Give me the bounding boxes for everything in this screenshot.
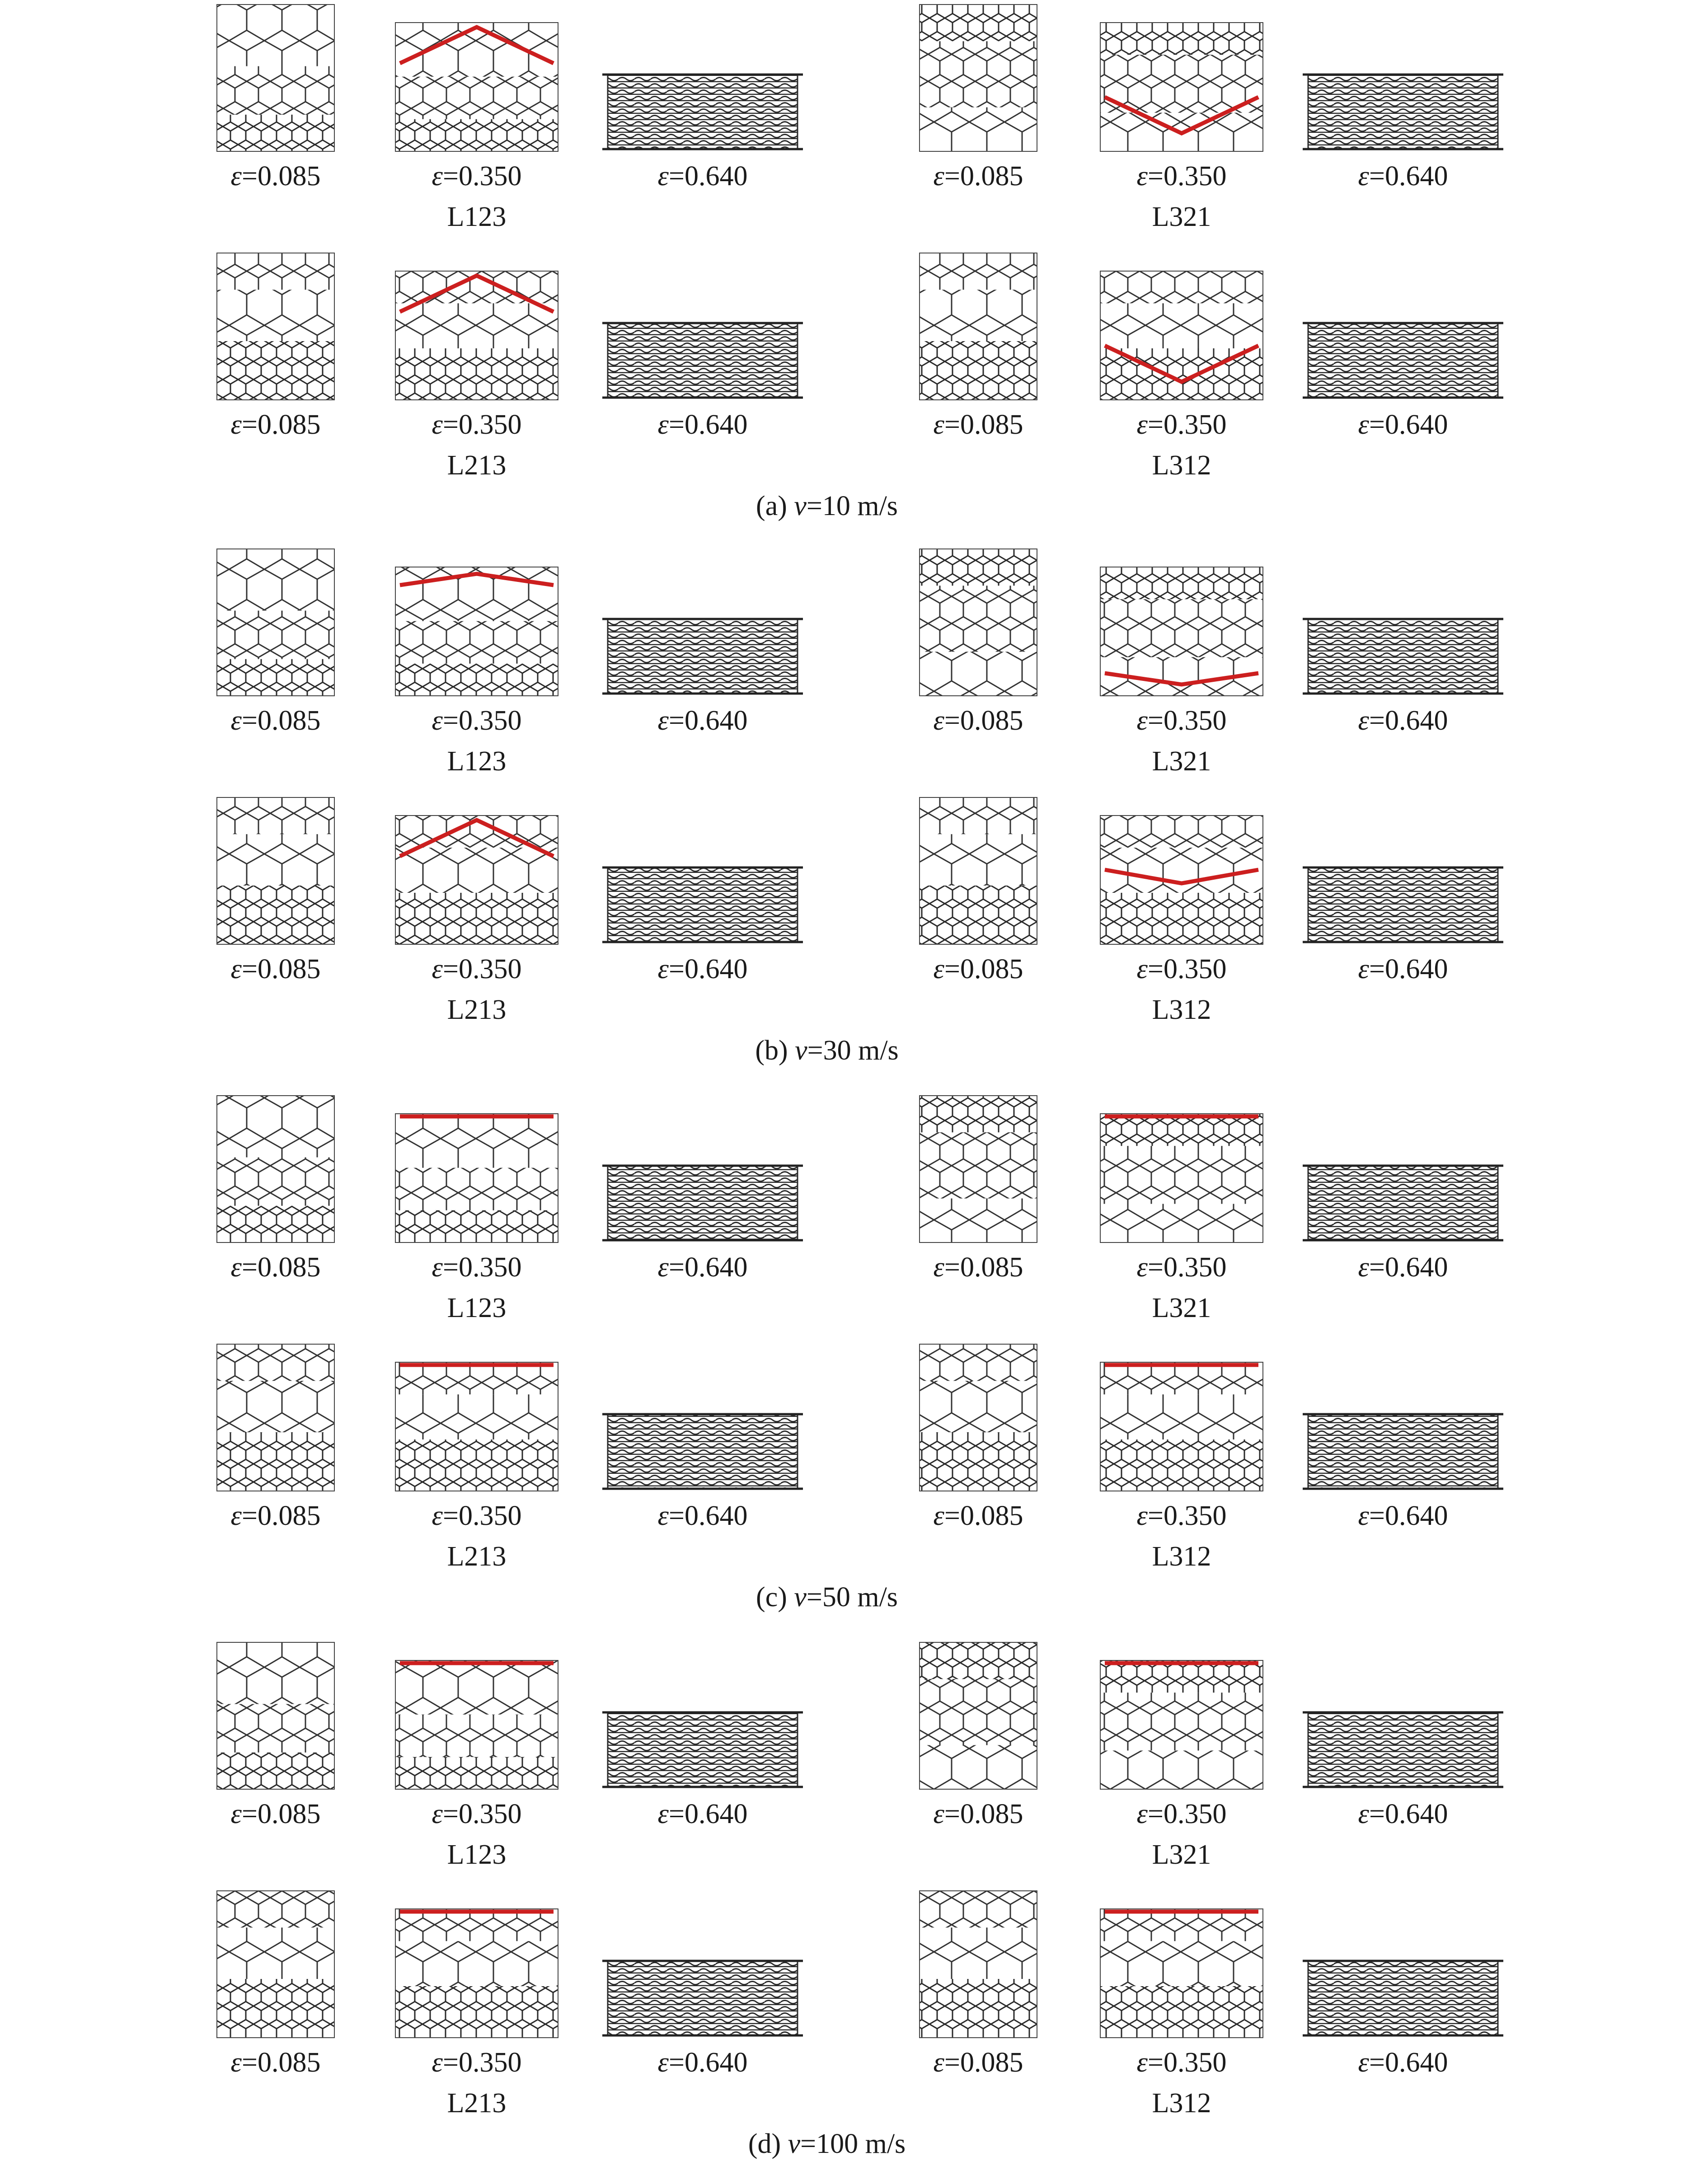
strain-label-L321-0: ε=0.085 <box>933 1799 1023 1829</box>
panel-L213 <box>217 1891 803 2119</box>
strain-label-L321-0: ε=0.085 <box>933 1252 1023 1283</box>
lattice-L123-stage-0 <box>217 1096 334 1242</box>
lattice-L312-stage-2 <box>1303 1414 1503 1489</box>
lattice-L213-stage-1 <box>395 271 558 400</box>
lattice-L312-stage-1 <box>1100 1909 1263 2038</box>
figure-sections <box>217 5 1503 2159</box>
lattice-L312-stage-0 <box>920 253 1037 400</box>
lattice-L213-stage-2 <box>602 323 803 398</box>
lattice-L321-stage-2 <box>1303 619 1503 694</box>
config-label: L213 <box>447 450 507 481</box>
panel-L321 <box>920 549 1503 777</box>
section-caption: (a) v=10 m/s <box>756 491 898 521</box>
lattice-L213-stage-0 <box>217 1891 334 2038</box>
lattice-L123-stage-0 <box>217 5 334 151</box>
config-label: L312 <box>1152 450 1211 481</box>
panel-L321 <box>920 1642 1503 1870</box>
panel-L123 <box>217 5 803 232</box>
lattice-L213-stage-1 <box>395 1909 558 2038</box>
lattice-L312-stage-0 <box>920 797 1037 944</box>
lattice-L321-stage-0 <box>920 1642 1037 1789</box>
lattice-L213-stage-2 <box>602 1414 803 1489</box>
strain-label-L213-2: ε=0.640 <box>657 1500 748 1531</box>
strain-label-L123-1: ε=0.350 <box>432 1799 522 1829</box>
lattice-L321-stage-2 <box>1303 1712 1503 1787</box>
strain-label-L123-0: ε=0.085 <box>230 1799 321 1829</box>
lattice-L321-stage-0 <box>920 549 1037 696</box>
panel-L321 <box>920 1096 1503 1323</box>
config-label: L213 <box>447 1541 507 1572</box>
panel-L123 <box>217 549 803 777</box>
strain-label-L213-2: ε=0.640 <box>657 409 748 440</box>
lattice-L123-stage-1 <box>395 1660 558 1789</box>
strain-label-L312-1: ε=0.350 <box>1136 2047 1227 2078</box>
lattice-L123-stage-2 <box>602 1166 803 1240</box>
strain-label-L123-1: ε=0.350 <box>432 705 522 736</box>
strain-label-L321-1: ε=0.350 <box>1136 1799 1227 1829</box>
lattice-L123-stage-1 <box>395 23 558 151</box>
panel-L213 <box>217 797 803 1025</box>
panel-L321 <box>920 5 1503 232</box>
lattice-L123-stage-0 <box>217 1642 334 1789</box>
panel-L123 <box>217 1642 803 1870</box>
strain-label-L213-0: ε=0.085 <box>230 1500 321 1531</box>
strain-label-L123-0: ε=0.085 <box>230 705 321 736</box>
panel-L312 <box>920 253 1503 481</box>
strain-label-L123-1: ε=0.350 <box>432 161 522 192</box>
section-caption: (b) v=30 m/s <box>755 1035 899 1066</box>
config-label: L123 <box>447 1839 507 1870</box>
strain-label-L321-0: ε=0.085 <box>933 705 1023 736</box>
strain-label-L321-1: ε=0.350 <box>1136 1252 1227 1283</box>
config-label: L321 <box>1152 1839 1211 1870</box>
config-label: L123 <box>447 202 507 232</box>
strain-label-L213-1: ε=0.350 <box>432 1500 522 1531</box>
lattice-L213-stage-1 <box>395 1362 558 1491</box>
lattice-L213-stage-1 <box>395 816 558 944</box>
strain-label-L321-2: ε=0.640 <box>1358 705 1448 736</box>
strain-label-L123-0: ε=0.085 <box>230 161 321 192</box>
strain-label-L123-2: ε=0.640 <box>657 1799 748 1829</box>
strain-label-L312-1: ε=0.350 <box>1136 409 1227 440</box>
strain-label-L312-2: ε=0.640 <box>1358 954 1448 985</box>
lattice-L213-stage-2 <box>602 1961 803 2035</box>
panel-L123 <box>217 1096 803 1323</box>
strain-label-L312-2: ε=0.640 <box>1358 2047 1448 2078</box>
strain-label-L213-1: ε=0.350 <box>432 954 522 985</box>
strain-label-L213-0: ε=0.085 <box>230 2047 321 2078</box>
lattice-L123-stage-2 <box>602 1712 803 1787</box>
config-label: L312 <box>1152 994 1211 1025</box>
strain-label-L321-2: ε=0.640 <box>1358 1799 1448 1829</box>
lattice-L321-stage-0 <box>920 5 1037 151</box>
panel-L213 <box>217 253 803 481</box>
lattice-L312-stage-2 <box>1303 1961 1503 2035</box>
panel-L213 <box>217 1344 803 1572</box>
config-label: L213 <box>447 2088 507 2119</box>
lattice-L123-stage-2 <box>602 75 803 149</box>
strain-label-L312-2: ε=0.640 <box>1358 409 1448 440</box>
lattice-L321-stage-1 <box>1100 1114 1263 1242</box>
section-3 <box>217 1642 1503 2159</box>
strain-label-L312-0: ε=0.085 <box>933 1500 1023 1531</box>
config-label: L213 <box>447 994 507 1025</box>
strain-label-L213-1: ε=0.350 <box>432 409 522 440</box>
strain-label-L213-0: ε=0.085 <box>230 409 321 440</box>
panel-L312 <box>920 1891 1503 2119</box>
section-1 <box>217 549 1503 1066</box>
strain-label-L321-2: ε=0.640 <box>1358 1252 1448 1283</box>
strain-label-L213-2: ε=0.640 <box>657 954 748 985</box>
config-label: L321 <box>1152 746 1211 777</box>
config-label: L321 <box>1152 1293 1211 1323</box>
config-label: L312 <box>1152 1541 1211 1572</box>
config-label: L312 <box>1152 2088 1211 2119</box>
lattice-L312-stage-1 <box>1100 816 1263 944</box>
lattice-L213-stage-2 <box>602 867 803 942</box>
config-label: L123 <box>447 1293 507 1323</box>
lattice-L321-stage-2 <box>1303 1166 1503 1240</box>
strain-label-L312-1: ε=0.350 <box>1136 954 1227 985</box>
lattice-L312-stage-0 <box>920 1891 1037 2038</box>
lattice-L321-stage-0 <box>920 1096 1037 1242</box>
section-2 <box>217 1096 1503 1613</box>
section-0 <box>217 5 1503 521</box>
lattice-L312-stage-0 <box>920 1344 1037 1491</box>
lattice-L312-stage-2 <box>1303 323 1503 398</box>
strain-label-L312-2: ε=0.640 <box>1358 1500 1448 1531</box>
strain-label-L312-1: ε=0.350 <box>1136 1500 1227 1531</box>
strain-label-L312-0: ε=0.085 <box>933 954 1023 985</box>
panel-L312 <box>920 1344 1503 1572</box>
lattice-L321-stage-1 <box>1100 1660 1263 1789</box>
strain-label-L123-0: ε=0.085 <box>230 1252 321 1283</box>
lattice-L213-stage-0 <box>217 1344 334 1491</box>
lattice-L123-stage-2 <box>602 619 803 694</box>
lattice-L123-stage-1 <box>395 567 558 696</box>
panel-L312 <box>920 797 1503 1025</box>
strain-label-L321-1: ε=0.350 <box>1136 705 1227 736</box>
lattice-L312-stage-2 <box>1303 867 1503 942</box>
strain-label-L213-0: ε=0.085 <box>230 954 321 985</box>
lattice-L321-stage-2 <box>1303 75 1503 149</box>
strain-label-L123-2: ε=0.640 <box>657 161 748 192</box>
config-label: L321 <box>1152 202 1211 232</box>
strain-label-L213-2: ε=0.640 <box>657 2047 748 2078</box>
lattice-L213-stage-0 <box>217 797 334 944</box>
strain-label-L213-1: ε=0.350 <box>432 2047 522 2078</box>
section-caption: (d) v=100 m/s <box>748 2128 906 2159</box>
section-caption: (c) v=50 m/s <box>756 1582 898 1613</box>
config-label: L123 <box>447 746 507 777</box>
strain-label-L321-0: ε=0.085 <box>933 161 1023 192</box>
strain-label-L312-0: ε=0.085 <box>933 409 1023 440</box>
lattice-L123-stage-1 <box>395 1114 558 1242</box>
lattice-L123-stage-0 <box>217 549 334 696</box>
lattice-L213-stage-0 <box>217 253 334 400</box>
strain-label-L312-0: ε=0.085 <box>933 2047 1023 2078</box>
strain-label-L321-1: ε=0.350 <box>1136 161 1227 192</box>
strain-label-L123-2: ε=0.640 <box>657 1252 748 1283</box>
strain-label-L321-2: ε=0.640 <box>1358 161 1448 192</box>
strain-label-L123-1: ε=0.350 <box>432 1252 522 1283</box>
strain-label-L123-2: ε=0.640 <box>657 705 748 736</box>
lattice-L312-stage-1 <box>1100 1362 1263 1491</box>
